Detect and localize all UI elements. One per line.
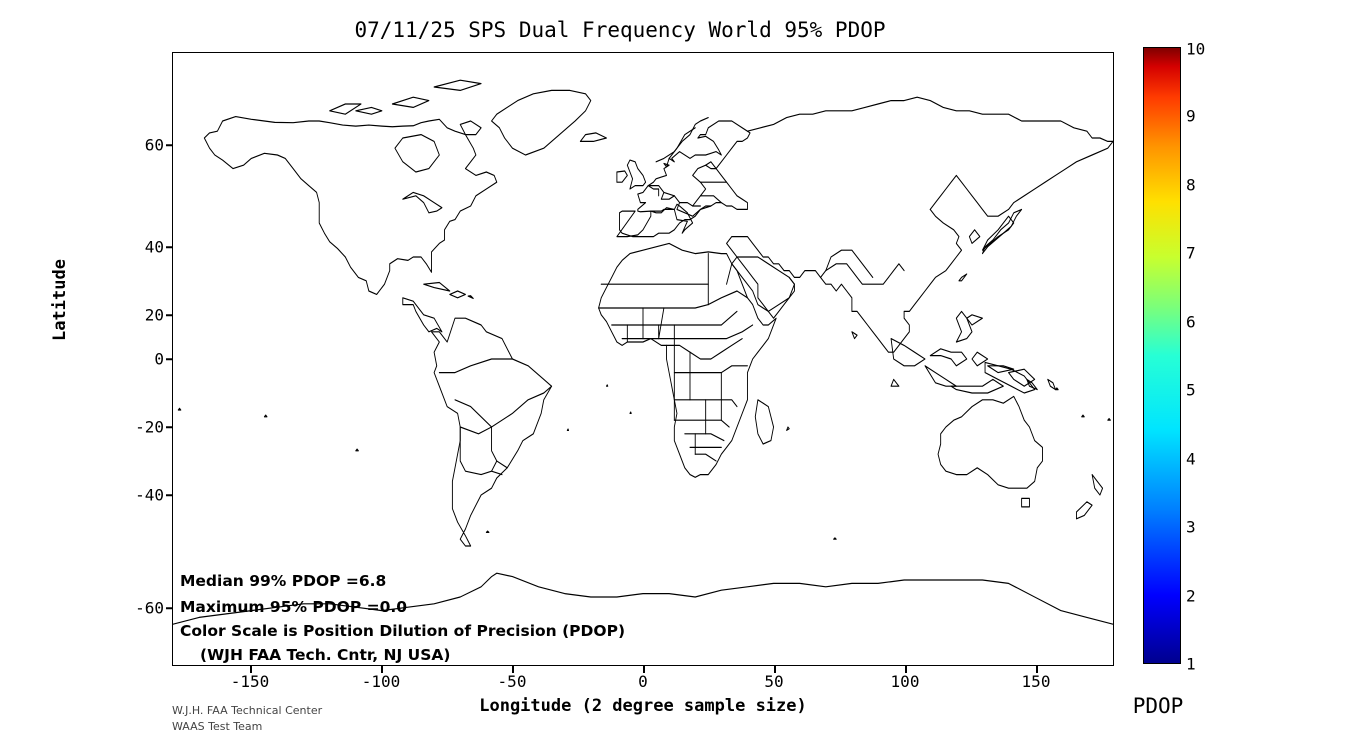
colorbar-tick-label: 9: [1186, 106, 1196, 126]
y-axis-label: Latitude: [50, 259, 70, 341]
colorbar-tick-label: 8: [1186, 175, 1196, 194]
colorbar: [1143, 47, 1181, 664]
x-axis-label: Longitude (2 degree sample size): [479, 696, 807, 716]
y-axis-tick-labels: [98, 52, 164, 666]
colorbar-title: PDOP: [1132, 694, 1184, 718]
annotation-median-pdop: Median 99% PDOP =6.8: [180, 572, 387, 590]
colorbar-tick-label: 7: [1186, 243, 1196, 263]
x-tick-label: 100: [890, 672, 920, 691]
x-tick-label: 150: [1021, 672, 1051, 691]
x-tick-label: 0: [638, 672, 648, 691]
colorbar-tick-label: 5: [1186, 380, 1196, 400]
annotation-source: (WJH FAA Tech. Cntr, NJ USA): [200, 646, 451, 664]
colorbar-tick-label: 10: [1186, 39, 1206, 59]
x-axis-tick-labels: [172, 672, 1114, 694]
y-tick-label: -60: [135, 598, 164, 618]
x-tick-label: -50: [497, 672, 527, 691]
annotation-maximum-pdop: Maximum 95% PDOP =0.0: [180, 598, 408, 616]
x-tick-label: -100: [361, 672, 401, 691]
colorbar-gradient: [1143, 47, 1181, 664]
colorbar-tick-label: 6: [1186, 312, 1196, 331]
footer-organization: W.J.H. FAA Technical Center: [172, 704, 323, 717]
colorbar-tick-label: 3: [1186, 517, 1196, 537]
footer-team: WAAS Test Team: [172, 720, 263, 733]
annotation-color-scale: Color Scale is Position Dilution of Precision (PDOP): [180, 622, 626, 640]
y-tick-label: 20: [144, 305, 164, 325]
chart-title: 07/11/25 SPS Dual Frequency World 95% PDOP: [354, 18, 886, 42]
colorbar-tick-label: 1: [1186, 654, 1196, 674]
colorbar-tick-label: 4: [1186, 449, 1196, 468]
colorbar-tick-label: 2: [1186, 586, 1196, 605]
y-tick-label: 60: [144, 135, 164, 155]
colorbar-tick-labels: [1186, 39, 1226, 674]
y-tick-label: -40: [135, 485, 164, 505]
y-tick-label: -20: [135, 417, 164, 437]
x-tick-label: 50: [764, 672, 784, 691]
y-tick-label: 40: [144, 237, 164, 257]
x-tick-label: -150: [230, 672, 270, 691]
y-tick-label: 0: [154, 349, 164, 369]
